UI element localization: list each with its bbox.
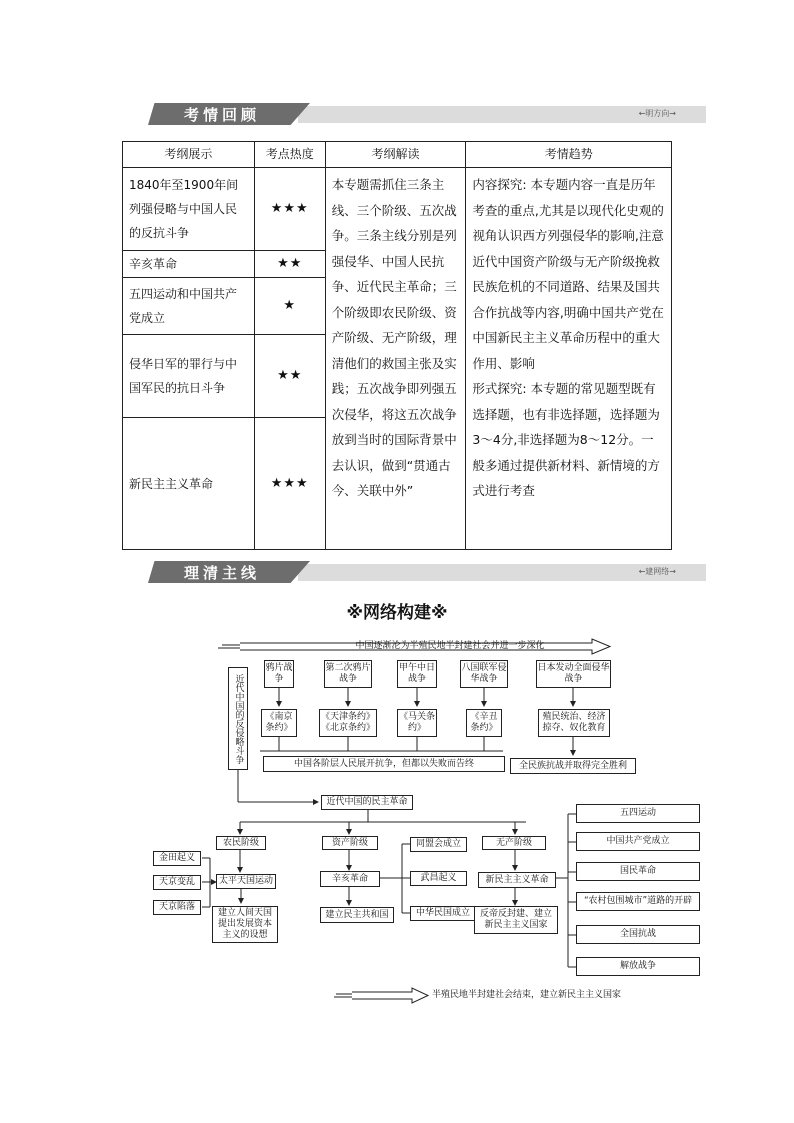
header-cell: 考纲展示 [123,142,255,168]
taiping-result-box: 建立人间天国提出发展资本主义的设想 [212,906,278,943]
resistance-box: 中国各阶层人民展开抗争，但都以失败而告终 [263,756,505,772]
banner-title: 考情回顾 [184,106,261,124]
class-box-proletarian: 无产阶级 [482,836,546,850]
header-cell: 考情趋势 [466,142,672,168]
top-arrow-tail [218,645,240,648]
treaty-box: 《天津条约》《北京条约》 [319,709,377,737]
heat-stars: ★★★ [254,418,325,550]
new-democratic-result-box: 反帝反封建、建立新民主主义国家 [474,906,558,934]
topic-cell: 侵华日军的罪行与中国军民的抗日斗争 [123,335,255,418]
bottom-arrow-label: 半殖民地半封建社会结束，建立新民主主义国家 [432,990,622,1000]
democratic-revolution-box: 近代中国的民主革命 [321,795,413,810]
proletarian-event-box: 全国抗战 [576,925,700,944]
heat-stars: ★★★ [254,168,325,251]
network-title: ※网络构建※ [346,603,448,623]
header-cell: 考纲解读 [325,142,466,168]
topic-cell: 五四运动和中国共产党成立 [123,278,255,335]
topic-cell: 1840年至1900年间列强侵略与中国人民的反抗斗争 [123,168,255,251]
banner-tag: ←建网络→ [638,567,676,576]
treaty-box: 《辛丑条约》 [466,709,502,737]
topic-cell: 新民主主义革命 [123,418,255,550]
heat-stars: ★★ [254,335,325,418]
banner-tag: ←明方向→ [638,109,676,118]
war-box: 八国联军侵华战争 [460,660,508,688]
war-box: 第二次鸦片战争 [324,660,372,688]
peasant-event-box: 天京陷落 [153,900,201,915]
proletarian-event-box: “农村包围城市”道路的开辟 [576,892,700,911]
left-vertical-box: 近代中国的反侵略斗争 [228,667,248,770]
war-box: 日本发动全面侵华战争 [536,660,611,688]
occupation-box: 殖民统治、经济掠夺、奴化教育 [538,709,610,737]
peasant-event-box: 金田起义 [153,851,201,866]
proletarian-event-box: 国民革命 [576,862,700,881]
proletarian-event-box: 五四运动 [576,804,700,823]
peasant-event-box: 天京变乱 [153,875,201,890]
new-democratic-box: 新民主主义革命 [478,872,556,888]
proletarian-event-box: 中国共产党成立 [576,832,700,851]
xinhai-event-box: 中华民国成立 [410,906,476,921]
xinhai-result-box: 建立民主共和国 [320,907,394,923]
trend-cell: 内容探究: 本专题内容一直是历年考查的重点,尤其是以现代化史观的视角认识西方列强侵华的影响,注意近代中国资产阶级与无产阶级挽救民族危机的不同道路、结果及国共合作抗战等内容,明确中国共产党在中国新民主主义革命历程中的重大作用、影响 形式探究: 本专题的常见题型既有选择题，也有非选择题，选择题为3～4分,非选择题为8～12分。一般多通过提供新材料、新情境的方式进行考查 [466,168,672,550]
top-arrow-label: 中国逐渐沦为半殖民地半封建社会并进一步深化 [355,641,545,651]
heat-stars: ★★ [254,251,325,278]
xinhai-event-box: 武昌起义 [410,871,467,886]
class-box-bourgeois: 资产阶级 [322,836,378,850]
treaty-box: 《马关条约》 [397,709,437,737]
proletarian-event-box: 解放战争 [576,957,700,976]
class-box-peasant: 农民阶级 [216,836,266,850]
banner-title: 理清主线 [184,564,261,582]
interpretation-cell: 本专题需抓住三条主线、三个阶级、五次战争。三条主线分别是列强侵华、中国人民抗争、近代民主革命；三个阶级即农民阶级、资产阶级、无产阶级，理清他们的救国主张及实践；五次战争即列强五次侵华，将这五次战争放到当时的国际背景中去认识，做到“贯通古今、关联中外” [325,168,466,550]
victory-box: 全民族抗战并取得完全胜利 [510,758,636,774]
header-cell: 考点热度 [254,142,325,168]
xinhai-event-box: 同盟会成立 [410,837,467,852]
xinhai-box: 辛亥革命 [320,871,380,887]
taiping-box: 太平天国运动 [216,874,276,889]
treaty-box: 《南京条约》 [261,709,297,737]
war-box: 鸦片战争 [264,660,294,688]
heat-stars: ★ [254,278,325,335]
topic-cell: 辛亥革命 [123,251,255,278]
war-box: 甲午中日战争 [397,660,437,688]
